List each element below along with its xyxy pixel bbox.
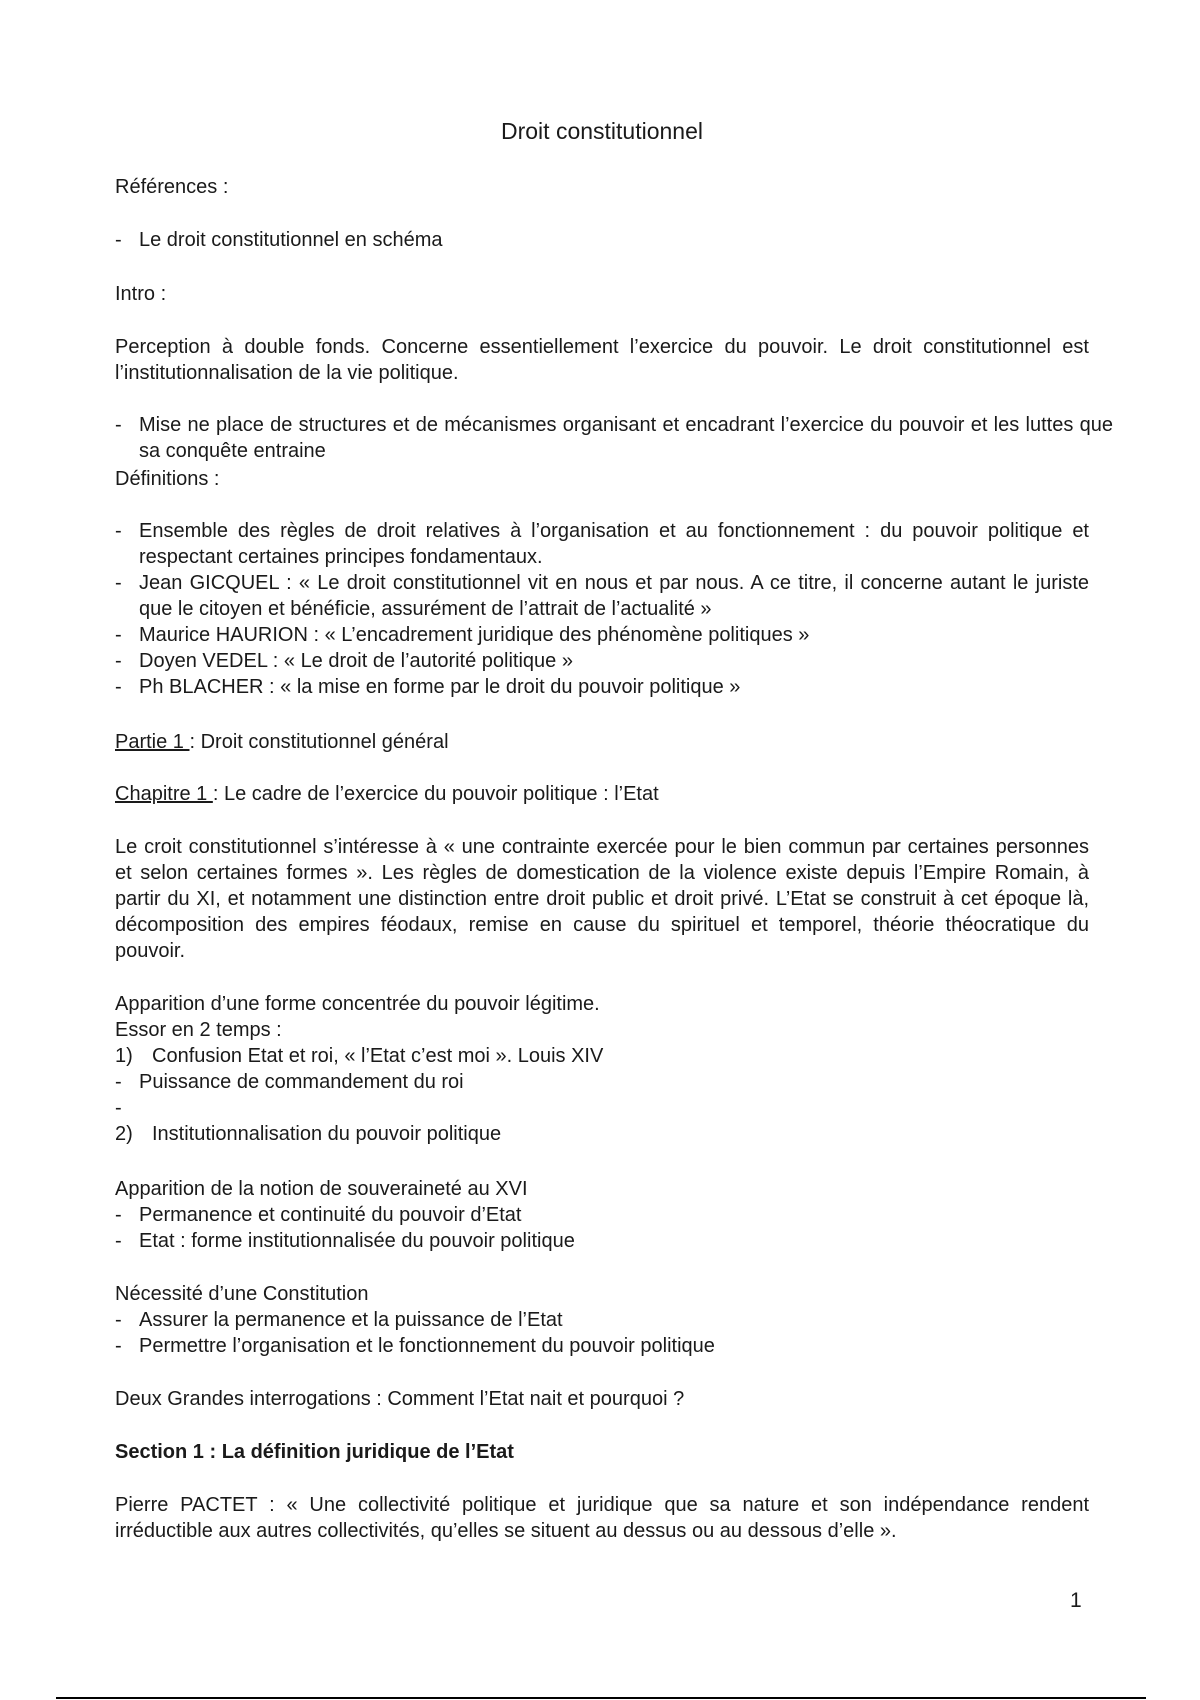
list-item: - Assurer la permanence et la puissance de l’Etat (115, 1307, 1089, 1333)
interrogations-text: Deux Grandes interrogations : Comment l’Etat nait et pourquoi ? (115, 1388, 685, 1410)
definitions-heading: Définitions : (115, 468, 220, 490)
page-number: 1 (1070, 1589, 1082, 1612)
chapitre-title: : Le cadre de l’exercice du pouvoir politique : l’Etat (212, 783, 659, 805)
item-text: Institutionnalisation du pouvoir politique (152, 1123, 502, 1145)
partie-title: : Droit constitutionnel général (189, 731, 449, 753)
essor-text: Essor en 2 temps : (115, 1019, 282, 1041)
list-item: - Permanence et continuité du pouvoir d’Etat (115, 1202, 1089, 1228)
chapitre-label: Chapitre 1 (115, 783, 213, 805)
numbered-item (115, 1043, 1089, 1069)
partie-label: Partie 1 (115, 731, 190, 753)
document-title: Droit constitutionnel (501, 118, 703, 144)
definition-item: - Ensemble des règles de droit relatives à l’organisation et au fonctionnement : du pouvoir politique et respectant certaines principes fondamentaux. (115, 518, 1089, 570)
essor-block (115, 991, 1089, 1147)
souverainete-text: Apparition de la notion de souveraineté au XVI (115, 1178, 528, 1200)
chapitre-heading (115, 781, 1089, 807)
definition-item: - Doyen VEDEL : « Le droit de l’autorité politique » (115, 648, 1089, 674)
list-item: - Etat : forme institutionnalisée du pouvoir politique (115, 1228, 1089, 1254)
paragraph-contrainte: Le croit constitutionnel s’intéresse à « une contrainte exercée pour le bien commun par certaines personnes et selon certaines formes ». Les règles de domestication de la violence existe depuis l’Empire Romain, à partir du XI, et notamment une distinction entre droit public et droit privé. L’Etat se construit à cet époque là, décomposition des empires féodaux, remise en cause du spirituel et temporel, théorie théocratique du pouvoir. (115, 836, 1089, 962)
definition-item: - Jean GICQUEL : « Le droit constitutionnel vit en nous et par nous. A ce titre, il concerne autant le juriste que le citoyen et bénéficie, assurément de l’attrait de l’actualité » (115, 570, 1089, 622)
list-item: - Puissance de commandement du roi (115, 1069, 1089, 1095)
item-number: 2) (115, 1123, 133, 1145)
reference-item: - Le droit constitutionnel en schéma (115, 227, 1113, 253)
souverainete-block (115, 1176, 1089, 1254)
intro-heading: Intro : (115, 283, 167, 305)
item-number: 1) (115, 1045, 133, 1067)
constitution-text: Nécessité d’une Constitution (115, 1283, 369, 1305)
numbered-item (115, 1121, 1089, 1147)
empty-list-item (115, 1095, 1089, 1121)
footer-rule (56, 1697, 1146, 1699)
definition-item: - Maurice HAURION : « L’encadrement juridique des phénomène politiques » (115, 622, 1089, 648)
definition-item: - Ph BLACHER : « la mise en forme par le droit du pouvoir politique » (115, 674, 1089, 700)
document-page (115, 0, 1113, 1542)
intro-bullet: - Mise ne place de structures et de mécanismes organisant et encadrant l’exercice du pouvoir et les luttes que sa conquête entraine (115, 412, 1113, 464)
definitions-list (115, 518, 1089, 700)
apparition-text: Apparition d’une forme concentrée du pouvoir légitime. (115, 993, 600, 1015)
item-text: Confusion Etat et roi, « l’Etat c’est moi ». Louis XIV (152, 1045, 604, 1067)
references-heading: Références : (115, 176, 229, 198)
intro-paragraph: Perception à double fonds. Concerne essentiellement l’exercice du pouvoir. Le droit constitutionnel est l’institutionnalisation de la vie politique. (115, 336, 1089, 384)
constitution-block (115, 1281, 1089, 1359)
pactet-quote: Pierre PACTET : « Une collectivité politique et juridique que sa nature et son indépendance rendent irréductible aux autres collectivités, qu’elles se situent au dessus ou au dessous d’elle ». (115, 1494, 1089, 1542)
section-heading: Section 1 : La définition juridique de l’Etat (115, 1441, 514, 1463)
list-item: - Permettre l’organisation et le fonctionnement du pouvoir politique (115, 1333, 1089, 1359)
partie-heading (115, 729, 1089, 755)
